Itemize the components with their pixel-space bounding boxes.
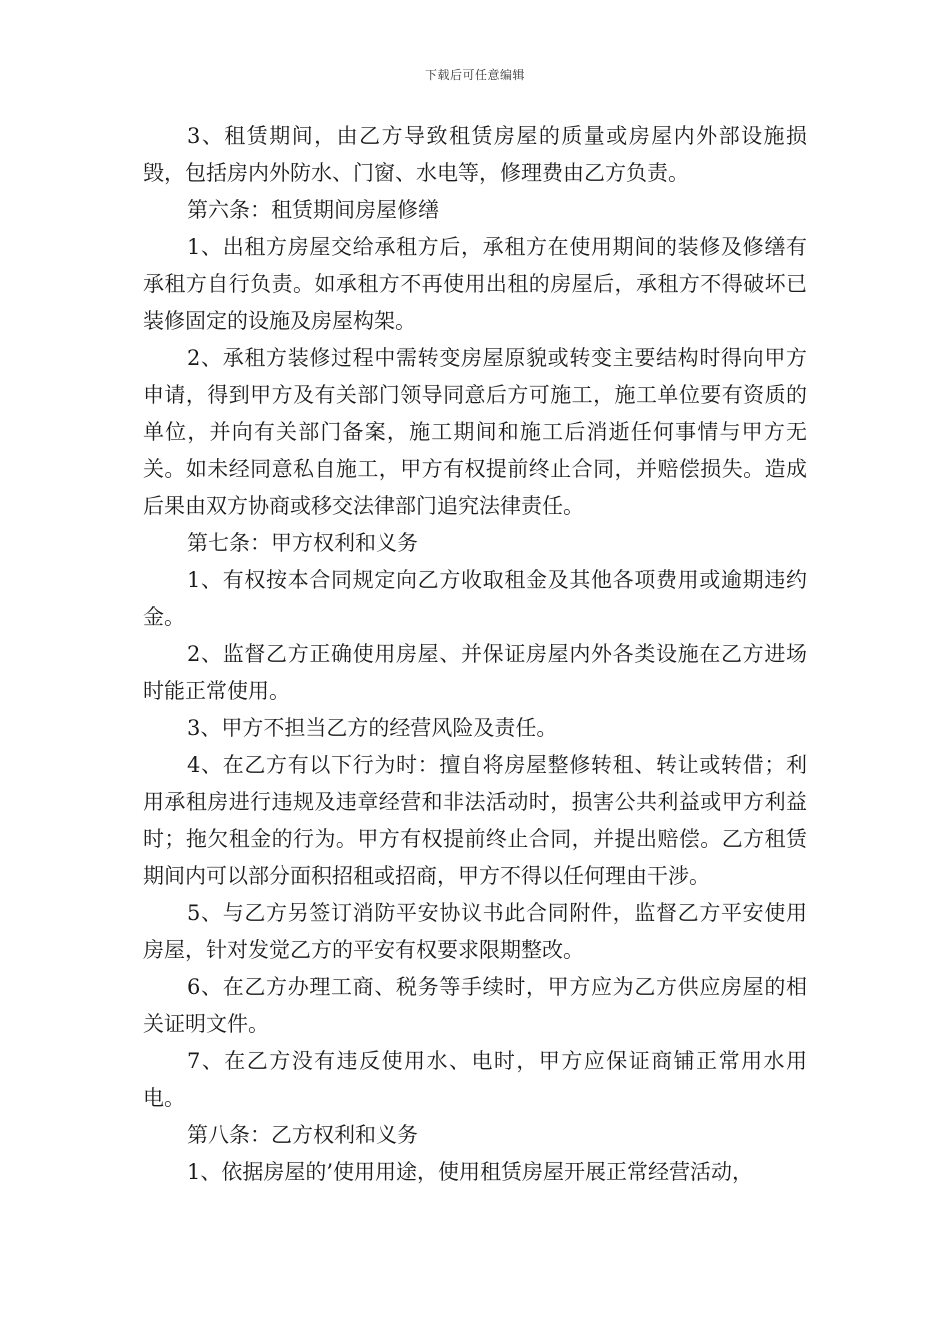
document-body: [143, 118, 807, 1191]
paragraph-article-7-item-1: 1、有权按本合同规定向乙方收取租金及其他各项费用或逾期违约金。: [143, 568, 807, 629]
paragraph-article-6-item-1: 1、出租方房屋交给承租方后，承租方在使用期间的装修及修缮有承租方自行负责。如承租方不再使用出租的房屋后，承租方不得破坏已装修固定的设施及房屋构架。: [143, 235, 807, 333]
paragraph-article-8-item-1: 1、依据房屋的’使用用途，使用租赁房屋开展正常经营活动，: [187, 1160, 754, 1184]
section-heading-article-8: 第八条：乙方权利和义务: [187, 1123, 418, 1147]
paragraph-article-7-item-3: 3、甲方不担当乙方的经营风险及责任。: [187, 716, 558, 740]
section-heading-article-7: 第七条：甲方权利和义务: [187, 531, 418, 555]
page-header: 下载后可任意编辑: [424, 68, 525, 82]
paragraph-article-7-item-6: 6、在乙方办理工商、税务等手续时，甲方应为乙方供应房屋的相关证明文件。: [143, 975, 807, 1036]
paragraph-clause-5-item-3: 3、租赁期间，由乙方导致租赁房屋的质量或房屋内外部设施损毁，包括房内外防水、门窗、水电等，修理费由乙方负责。: [143, 124, 807, 185]
paragraph-article-6-item-2: 2、承租方装修过程中需转变房屋原貌或转变主要结构时得向甲方申请，得到甲方及有关部门领导同意后方可施工，施工单位要有资质的单位，并向有关部门备案，施工期间和施工后消逝任何事情与甲方无关。如未经同意私自施工，甲方有权提前终止合同，并赔偿损失。造成后果由双方协商或移交法律部门追究法律责任。: [143, 346, 807, 518]
paragraph-article-7-item-4: 4、在乙方有以下行为时：擅自将房屋整修转租、转让或转借；利用承租房进行违规及违章经营和非法活动时，损害公共利益或甲方利益时；拖欠租金的行为。甲方有权提前终止合同，并提出赔偿。乙方租赁期间内可以部分面积招租或招商，甲方不得以任何理由干涉。: [143, 753, 807, 888]
paragraph-article-7-item-7: 7、在乙方没有违反使用水、电时，甲方应保证商铺正常用水用电。: [143, 1049, 807, 1110]
paragraph-article-7-item-2: 2、监督乙方正确使用房屋、并保证房屋内外各类设施在乙方进场时能正常使用。: [143, 642, 807, 703]
paragraph-article-7-item-5: 5、与乙方另签订消防平安协议书此合同附件，监督乙方平安使用房屋，针对发觉乙方的平安有权要求限期整改。: [143, 901, 807, 962]
section-heading-article-6: 第六条：租赁期间房屋修缮: [187, 198, 439, 222]
